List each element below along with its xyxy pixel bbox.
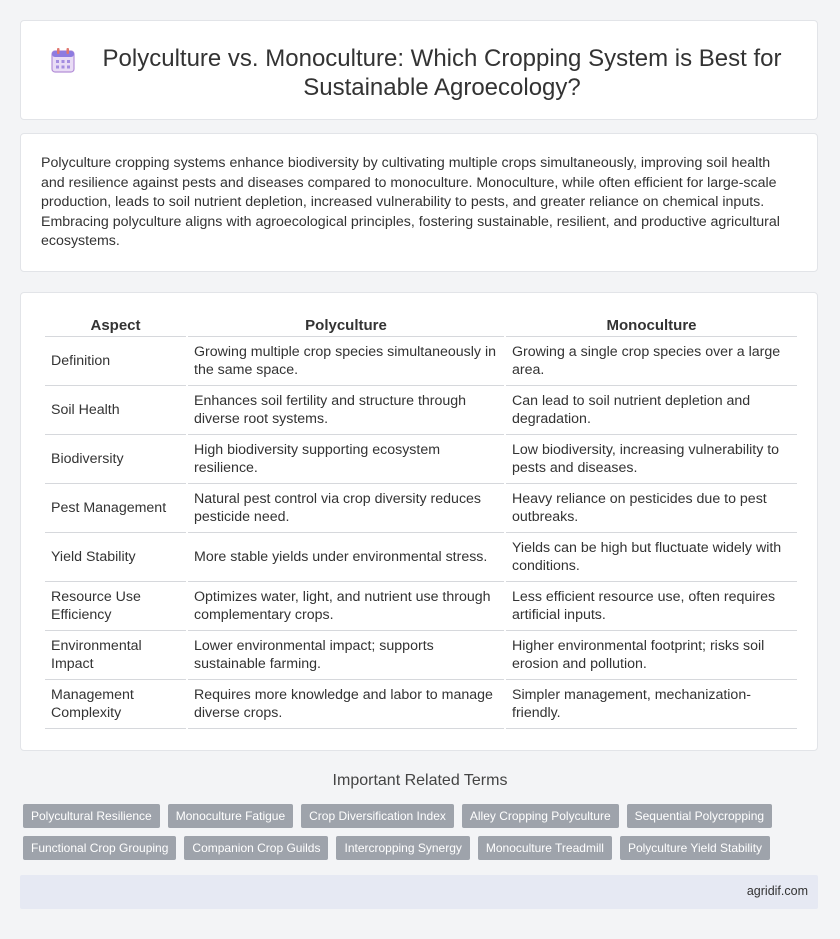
related-term-tag[interactable]: Polycultural Resilience bbox=[23, 804, 160, 828]
cell-polyculture: Enhances soil fertility and structure through diverse root systems. bbox=[188, 386, 504, 435]
intro-paragraph: Polyculture cropping systems enhance biodiversity by cultivating multiple crops simultaneously, improving soil health and resilience against pests and diseases compared to monoculture. Monoculture, while often efficient for large-scale production, leads to soil nutrient depletion, increased vulnerability to pests, and greater reliance on chemical inputs. Embracing polyculture aligns with agroecological principles, fostering sustainable, resilient, and productive agricultural ecosystems. bbox=[41, 155, 780, 249]
related-term-tag[interactable]: Companion Crop Guilds bbox=[184, 836, 328, 860]
footer-site-link[interactable]: agridif.com bbox=[746, 884, 808, 898]
cell-polyculture: Requires more knowledge and labor to manage diverse crops. bbox=[188, 680, 504, 729]
comparison-table bbox=[43, 314, 799, 729]
related-term-tag[interactable]: Monoculture Treadmill bbox=[478, 836, 612, 860]
related-terms-title: Important Related Terms bbox=[332, 772, 508, 789]
cell-aspect: Pest Management bbox=[45, 484, 186, 533]
cell-aspect: Yield Stability bbox=[45, 533, 186, 582]
table-row bbox=[45, 435, 797, 484]
calendar-icon bbox=[51, 47, 75, 73]
cell-polyculture: Natural pest control via crop diversity reduces pesticide need. bbox=[188, 484, 504, 533]
cell-monoculture: Growing a single crop species over a large area. bbox=[506, 337, 797, 386]
table-header-row bbox=[45, 314, 797, 337]
cell-polyculture: High biodiversity supporting ecosystem resilience. bbox=[188, 435, 504, 484]
related-term-tag[interactable]: Intercropping Synergy bbox=[336, 836, 469, 860]
page-title: Polyculture vs. Monoculture: Which Cropping System is Best for Sustainable Agroecology? bbox=[102, 45, 782, 101]
related-term-tag[interactable]: Sequential Polycropping bbox=[627, 804, 772, 828]
cell-monoculture: Less efficient resource use, often requires artificial inputs. bbox=[506, 582, 797, 631]
related-term-tag[interactable]: Monoculture Fatigue bbox=[168, 804, 293, 828]
cell-polyculture: Optimizes water, light, and nutrient use through complementary crops. bbox=[188, 582, 504, 631]
cell-polyculture: Lower environmental impact; supports sustainable farming. bbox=[188, 631, 504, 680]
cell-aspect: Soil Health bbox=[45, 386, 186, 435]
table-row bbox=[45, 484, 797, 533]
table-row bbox=[45, 680, 797, 729]
related-term-tag[interactable]: Functional Crop Grouping bbox=[23, 836, 176, 860]
table-row bbox=[45, 337, 797, 386]
cell-monoculture: Heavy reliance on pesticides due to pest outbreaks. bbox=[506, 484, 797, 533]
footer bbox=[20, 875, 818, 909]
related-term-tag[interactable]: Polyculture Yield Stability bbox=[620, 836, 770, 860]
related-term-tag[interactable]: Alley Cropping Polyculture bbox=[462, 804, 619, 828]
cell-aspect: Biodiversity bbox=[45, 435, 186, 484]
title-card bbox=[20, 20, 818, 120]
cell-monoculture: Higher environmental footprint; risks soil erosion and pollution. bbox=[506, 631, 797, 680]
header-monoculture: Monoculture bbox=[506, 314, 797, 337]
header-aspect: Aspect bbox=[45, 314, 186, 337]
comparison-table-card bbox=[20, 292, 818, 751]
table-row bbox=[45, 386, 797, 435]
cell-aspect: Resource Use Efficiency bbox=[45, 582, 186, 631]
cell-monoculture: Can lead to soil nutrient depletion and degradation. bbox=[506, 386, 797, 435]
cell-polyculture: Growing multiple crop species simultaneously in the same space. bbox=[188, 337, 504, 386]
table-row bbox=[45, 582, 797, 631]
cell-aspect: Definition bbox=[45, 337, 186, 386]
header-polyculture: Polyculture bbox=[188, 314, 504, 337]
cell-monoculture: Low biodiversity, increasing vulnerability to pests and diseases. bbox=[506, 435, 797, 484]
cell-monoculture: Simpler management, mechanization-friendly. bbox=[506, 680, 797, 729]
table-row bbox=[45, 533, 797, 582]
cell-aspect: Environmental Impact bbox=[45, 631, 186, 680]
intro-card bbox=[20, 133, 818, 272]
related-term-tag[interactable]: Crop Diversification Index bbox=[301, 804, 454, 828]
cell-monoculture: Yields can be high but fluctuate widely with conditions. bbox=[506, 533, 797, 582]
table-row bbox=[45, 631, 797, 680]
cell-polyculture: More stable yields under environmental stress. bbox=[188, 533, 504, 582]
cell-aspect: Management Complexity bbox=[45, 680, 186, 729]
related-terms-list bbox=[23, 804, 803, 860]
